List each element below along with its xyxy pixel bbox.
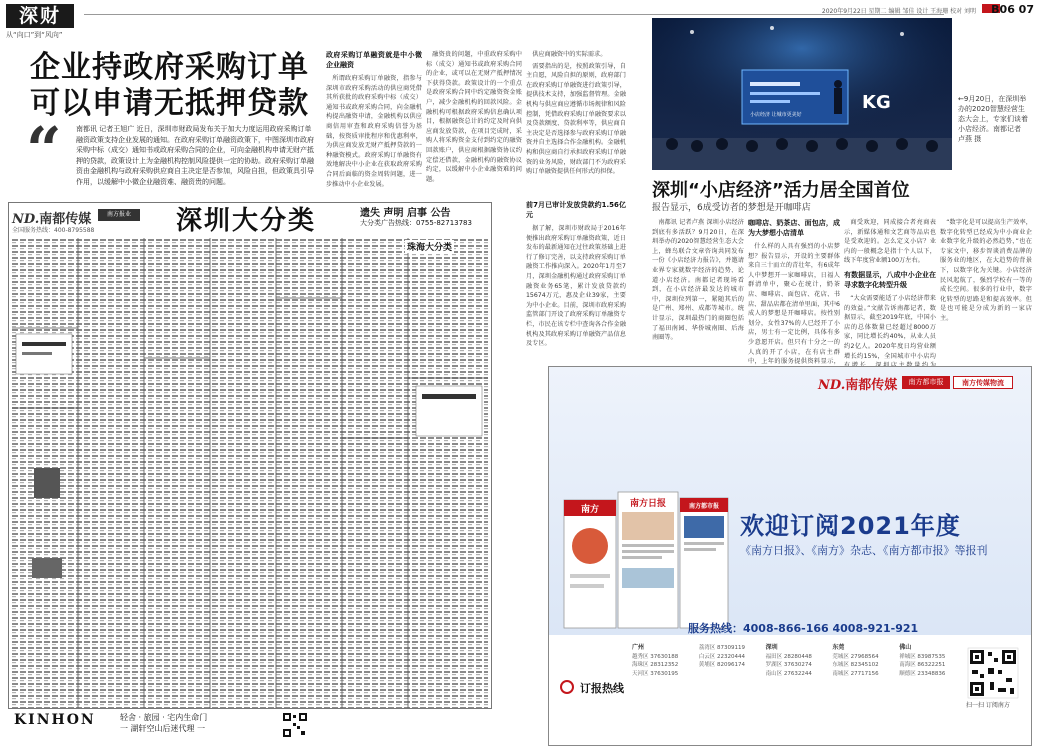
ad-contact-line: 荔湾区 87309119	[698, 645, 746, 651]
classified-hotline: 大分类广告热线：0755-82713783	[360, 219, 472, 227]
ad-contact-line: 南城区 27717156	[832, 670, 879, 677]
photo-caption: ←9月20日，在深圳举办的2020智慧经营生态大会上，专家们谈着小店经济。南都记者 卢燕 摄	[958, 95, 1028, 143]
story2-column-2	[748, 218, 840, 366]
lead-column-3-top: 供应商融资中的实际需求。	[532, 51, 607, 58]
ad-contact-line: 黄埔区 82096174	[698, 662, 746, 668]
lead-column-3b-heading: 前7月已审计发放贷款约1.56亿元	[526, 201, 626, 219]
classified-brand-name: 南都传媒	[39, 212, 92, 227]
ad-contact-grid	[632, 644, 962, 744]
ad-qr-label: 扫一扫 订阅南方	[966, 702, 1010, 709]
section-subtitle: 从“向口”到“风向”	[6, 31, 63, 39]
lead-column-3	[526, 50, 626, 198]
story2-column-3b-text: “大众需要能适了小店经济带来的效益。”文献告诉南都记者，数据显示，截至2019年底，中国小店的总体数量已经超过8000万家，同比增长约40%，从业人员约2亿人。2020年度日均营业额增长约15%，全国城市中小店均	[844, 294, 936, 360]
issue-info: 2020年9月22日 星期二 编辑 邹佳 设计 王海珊 校对 刘明	[821, 8, 976, 15]
lead-headline-line2: 可以申请无抵押贷款	[30, 86, 309, 121]
lead-column-2	[426, 50, 522, 198]
story2-column-3	[844, 218, 936, 362]
svg-text:KG: KG	[862, 92, 891, 113]
story2-column-2-text: 什么样的人具有强烈的小店梦想？报告显示，开设的主要群体来自三十而立的青壮年，有6成年人中梦想开一家咖啡店，日福人群清单中，聚心在统计，奶茶店、咖啡店、面包店、花店、书店、甜品店都在清单里面，其中6成人的梦想是开咖啡店。按性别划分，女性37%的人已经开了小店，男士有一定比例，具体有多少意愿开店。但只有十分之一的人真的开了小店，在有店主群中，上年的服务提供资料显示，	[748, 243, 840, 366]
story2-column-4-text: “数字化是可以提高生产效率，数字化转型已经成为中小商业企业数字化升级的必然趋势，”也在专家文中，移步智谈消费品牌的服务业的地区，在大趋势的背景下，以数字化为关键。小店经济民风起航了，强烈学校有一等的成长空间。很多的行业中，数字化转型的思路是和提高效率。但是也可能是分成为新的一家店主。	[940, 219, 1032, 322]
quote-mark-icon: “	[26, 113, 62, 186]
paper-1-title: 南方	[580, 505, 600, 515]
story2-column-4	[940, 218, 1032, 362]
conference-photo	[652, 18, 952, 170]
page-number: B06 07	[991, 3, 1034, 16]
ad-contact-region: 深圳	[765, 644, 778, 651]
ad-brand-name: 南都传媒	[845, 378, 898, 393]
story2-headline: 深圳“小店经济”活力居全国首位	[652, 180, 910, 201]
paper-2-title: 南方日报	[629, 499, 667, 509]
ad-contact-region: 东莞	[832, 644, 845, 651]
classified-brand-badge: 南方报业	[98, 209, 140, 221]
classified-brand-nd: ND.	[12, 212, 40, 227]
ad-contact-line: 海珠区 28312352	[632, 662, 679, 668]
ad-contact-line: 禅城区 83987535	[899, 653, 946, 660]
paper-3-title: 南方都市报	[688, 503, 720, 510]
section-tag: 深财	[6, 4, 74, 28]
ad-brand	[818, 374, 897, 393]
ad-contact-line: 南山区 27632244	[765, 670, 812, 677]
lead-summary: 南都讯 记者王旭广 近日，深圳市财政局发布关于加大力度运用政府采购订单融资政策支持企业发展的通知。在政府采购订单融资政策下，中图深圳市政府采购中标（成交）通知书或政府采购合同的企业，可向金融机构申请无财产抵押的贷款，政策设计上为金融机构控制风险提供一定的协助。政府采购订单融资由金融机构与政府采购供应商自主决定是否参加，风险自担，但政策具引导作用，以缓解中小微企业融资难、融资贵的问题。	[76, 125, 314, 186]
lead-column-3b	[526, 200, 626, 360]
story2-subhead: 报告显示，6成受访者的梦想是开咖啡店	[652, 203, 811, 213]
ad-hotline-logo: 订报热线	[580, 682, 624, 695]
kinhon-slogan-line2: 一 湖轩空山后迷代理 一	[120, 724, 206, 733]
ad-contact-line: 福田区 28280448	[765, 653, 812, 660]
photo-slide-text: 小店经济 让城市更美好	[750, 112, 802, 118]
story2-column-2-heading: 咖啡店、奶茶店、面包店，成为大梦想小店清单	[748, 219, 840, 237]
lead-column-3-text: 需要指出的是，按照政策引导，自主自愿，风险自担的原则，政府部门在政府采购订单融资进行政策引导，提供技术支持，加强监督管理。金融机构与供应商应遵循市场规律和风险控制，凭借政府采购订单融资要求以及贷款额度、贷款利率等，供应商自主决定是否选择参与政府采购订单融资并自主选择合作金融机构。金融机构和供应商自行承担政府采购订单融资的业务风险，财政部门不为政府采购订单融资提供任何形式的担保。	[526, 62, 626, 176]
ad-brand-nd: ND.	[818, 378, 846, 393]
classified-listings-grid	[12, 238, 488, 708]
ad-contact-line: 罗湖区 37630274	[765, 662, 812, 668]
ad-contact-region: 广州	[632, 644, 645, 651]
story2-column-3-heading: 有数据显示，八成中小企业在寻求数字化转型升级	[844, 270, 936, 289]
ad-contact-line: 莞城区 27968564	[832, 653, 879, 660]
lead-headline	[30, 50, 320, 122]
lead-column-3b-text: 据了解，深圳市财政局于2016年便推出政府采购订单融资政策，近日发布的最新通知在过往政策基础上进行了修订完善，以支持政府采购订单融资工作推向深入。2020年1月至7月，深圳金融机构通过政府采购订单融资业务65笔，累计发放贷款约15674万元，惠及企业39家，主要为中小企业。目前，深圳市政府采购监管部门开设了政府采购订单融资专栏，市民在该专栏中查询各合作金融机构及其政府采购订单融资产品信息及专区。	[526, 225, 626, 348]
ad-title: 欢迎订阅2021年度	[740, 512, 961, 540]
lead-headline-line1: 企业持政府采购订单	[30, 50, 309, 85]
ad-contact-region: 佛山	[899, 644, 912, 651]
lead-column-1	[326, 50, 422, 198]
ad-contact-line: 白云区 22320444	[698, 653, 746, 660]
lead-column-1-heading: 政府采购订单融资就是中小微企业融资	[326, 51, 422, 69]
ad-contact-col-3	[766, 644, 829, 744]
subscribe-phone-icon	[560, 680, 574, 694]
story2-column-3-text: 商受欢迎，同成接合者亮商表示，新媒体通和文艺商等品店也是受欢迎的。怎么定义小店？业内的一般概念是指十个人以下，线下年度营业额100万左右。	[844, 219, 936, 265]
ad-contact-line: 顺德区 23348836	[899, 670, 946, 677]
lead-column-1-text: 所谓政府采购订单融资，指参与深圳市政府采购活动的供应商凭借其所获批的政府采购中标（成交）通知书或政府采购合同，向金融机构提出融资申请，金融机构以供应商信用审查和政府采购信誉为基础，按资质审批程序和优惠利率，为供应商发放无财产抵押贷款的一种融资模式。政府采购订单融资有效地解决中小企业在获取政府采购合同后面临的资金周转问题，进一步推动中小企业发展。	[326, 75, 422, 188]
story2-column-1-text: 南都讯 记者卢燕 深圳小店经济到底有多活跃？9月20日，在深圳举办的2020智慧经营生态大会上，蜂鸟联合文章咨询共同发布一份《小店经济力报告》，并邀请业界专家就数字经济的趋势、论道小店经济。南都记者现场看到，在小店经济最发达的城市中，深圳位列第一，紧随其后的是广州、郑州、成都等城市。统计显示，深圳最热门的商圈包括了福田南园、华侨城南圈、后海南圈等。	[652, 219, 744, 342]
ad-badge-logistics: 南方传媒物流	[953, 376, 1013, 389]
newspaper-stack-image	[560, 484, 730, 634]
ad-contact-col-1	[632, 644, 695, 744]
lead-column-2-text: 融资贵的问题，中重政府采购中标（成交）通知书或政府采购合同的企业，或可以在无财产抵押情况下获得贷款。政策设计的一个重点是政府采购合同中约定融资资金账户，减少金融机构的回款风险。金融机构可根据政府采购信息确认项目，根据融资总计的约定及时向供应商发放贷款，在项目完成时，采购人将采购资金支付到约定的融资回款账户，供应商根据融资协议约定偿还借款，金融机构的融资协议约定，以缓解中小企业融资难的问题。	[426, 51, 522, 183]
kinhon-logo: KINHON	[14, 712, 96, 728]
classified-region-label: 珠海大分类	[405, 240, 454, 253]
ad-badge-nandu: 南方都市报	[902, 376, 950, 389]
ad-contact-line: 越秀区 37630188	[632, 653, 679, 660]
story2-column-1	[652, 218, 744, 362]
ad-contact-col-4	[832, 644, 895, 744]
ad-contact-col-5	[899, 644, 962, 744]
classified-phone: 全国服务热线：400-8795588	[12, 227, 95, 234]
kinhon-slogan-line1: 轻舍 · 旅园 · 宅内生命门	[120, 713, 208, 722]
ad-service-hotline: 服务热线：4008-866-166 4008-921-921	[688, 622, 919, 635]
ad-contact-line: 东城区 82345102	[832, 662, 879, 668]
ad-contact-line: 南海区 86322251	[899, 662, 946, 668]
kinhon-slogan	[120, 712, 207, 734]
classified-qr-icon	[282, 712, 308, 738]
ad-contact-col-2	[699, 644, 762, 744]
classified-title: 深圳大分类	[176, 206, 317, 236]
ad-subtitle: 《南方日报》、《南方》杂志、《南方都市报》等报刊	[740, 544, 988, 557]
ad-qr-code-icon	[968, 648, 1018, 698]
ad-contact-line: 天河区 37630195	[632, 670, 679, 677]
classified-notice: 遗失 声明 启事 公告	[360, 208, 451, 219]
top-rule	[84, 14, 944, 15]
